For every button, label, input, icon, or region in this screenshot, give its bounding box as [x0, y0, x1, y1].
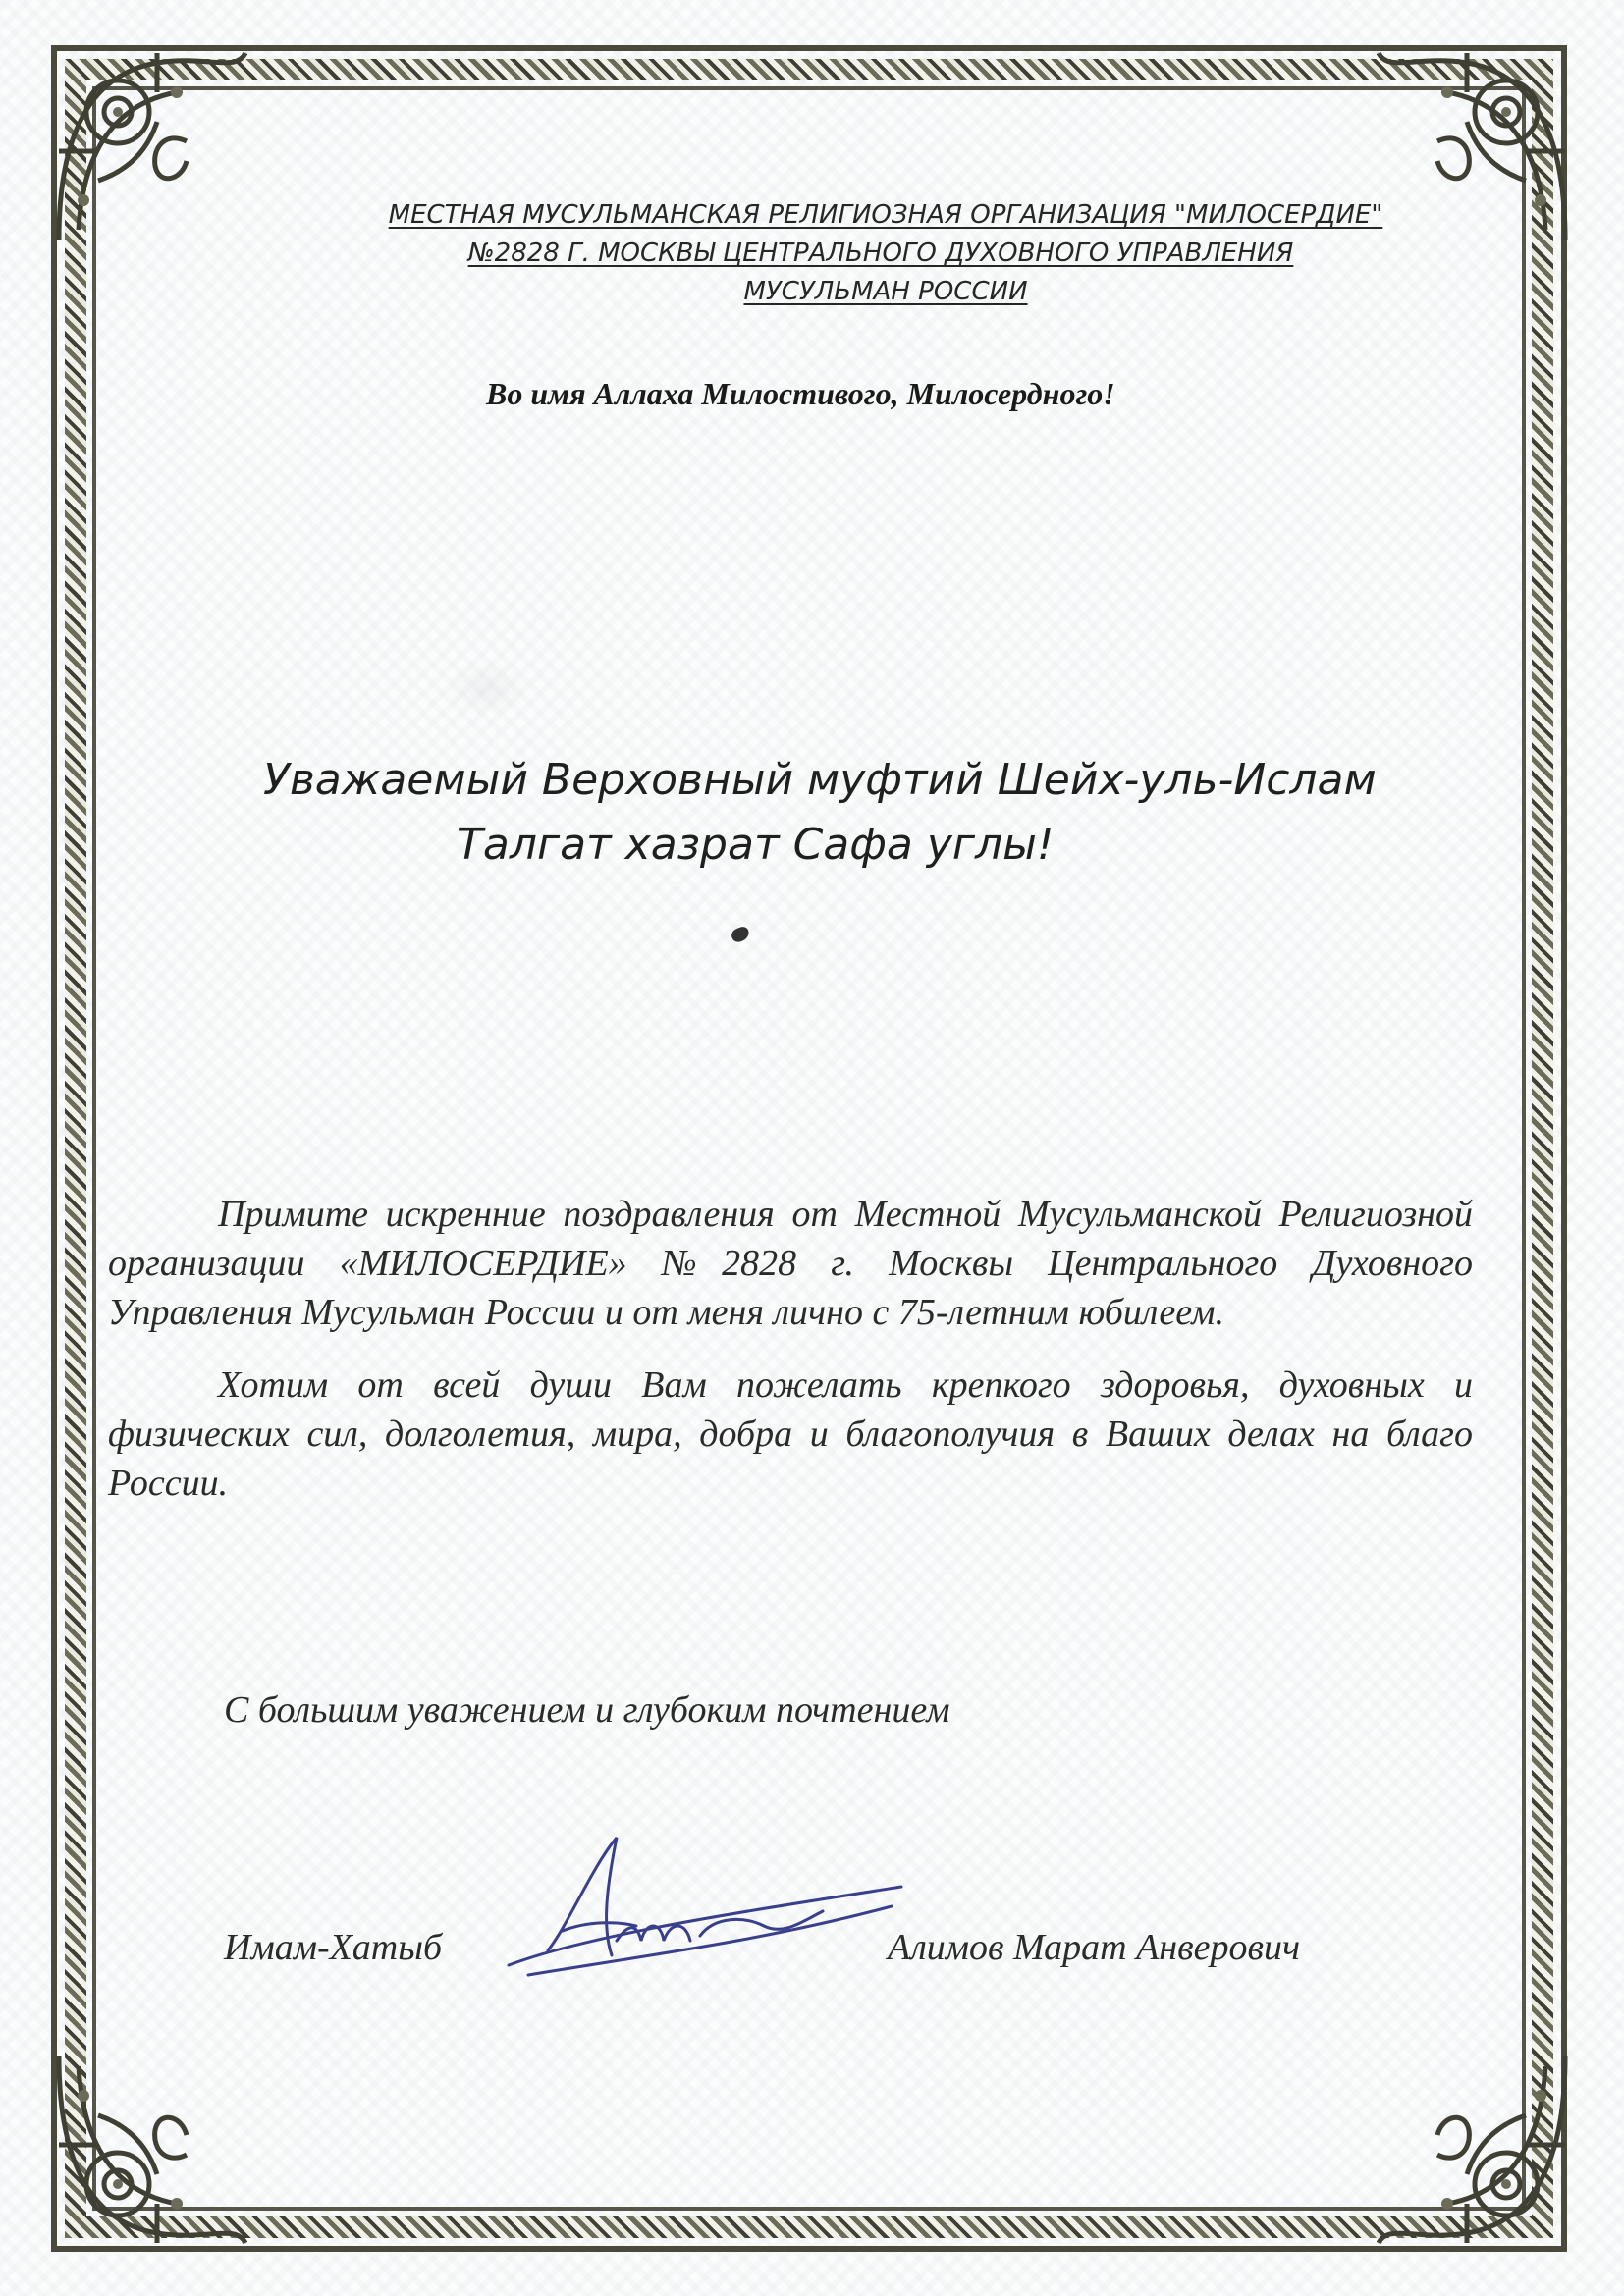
salutation-line-1: Уважаемый Верховный муфтий Шейх-уль-Ислам	[263, 755, 1377, 805]
bismillah-line: Во имя Аллаха Милостивого, Милосердного!	[486, 376, 1115, 411]
salutation	[0, 748, 1624, 878]
organization-header	[0, 196, 1624, 311]
ornamental-corner-icon	[1359, 2037, 1585, 2263]
signatory-position: Имам-Хатыб	[224, 1927, 443, 1968]
header-line-1: МЕСТНАЯ МУСУЛЬМАНСКАЯ РЕЛИГИОЗНАЯ ОРГАНИЗАЦИЯ "МИЛОСЕРДИЕ"	[388, 200, 1383, 230]
header-line-2: №2828 Г. МОСКВЫ ЦЕНТРАЛЬНОГО ДУХОВНОГО УПРАВЛЕНИЯ	[467, 239, 1294, 268]
ornamental-corner-icon	[39, 2037, 265, 2263]
header-line-3: МУСУЛЬМАН РОССИИ	[743, 277, 1028, 306]
closing-line: С большим уважением и глубоким почтением	[224, 1689, 950, 1731]
signatory-name: Алимов Марат Анверович	[888, 1927, 1301, 1968]
letter-body	[108, 1190, 1473, 1508]
body-paragraph-1: Примите искренние поздравления от Местной Мусульманской Религиозной организации «МИЛОСЕРДИЕ» №2828 г. Москвы Центрального Духовного Управления Мусульман России и от меня лично с 75-летним юбилеем.	[108, 1194, 1473, 1333]
salutation-line-2: Талгат хазрат Сафа углы!	[457, 820, 1055, 870]
body-paragraph-2: Хотим от всей души Вам пожелать крепкого здоровья, духовных и физических сил, долголетия, мира, добра и благополучия в Ваших делах на благо России.	[108, 1364, 1473, 1504]
handwritten-signature	[469, 1828, 921, 1995]
